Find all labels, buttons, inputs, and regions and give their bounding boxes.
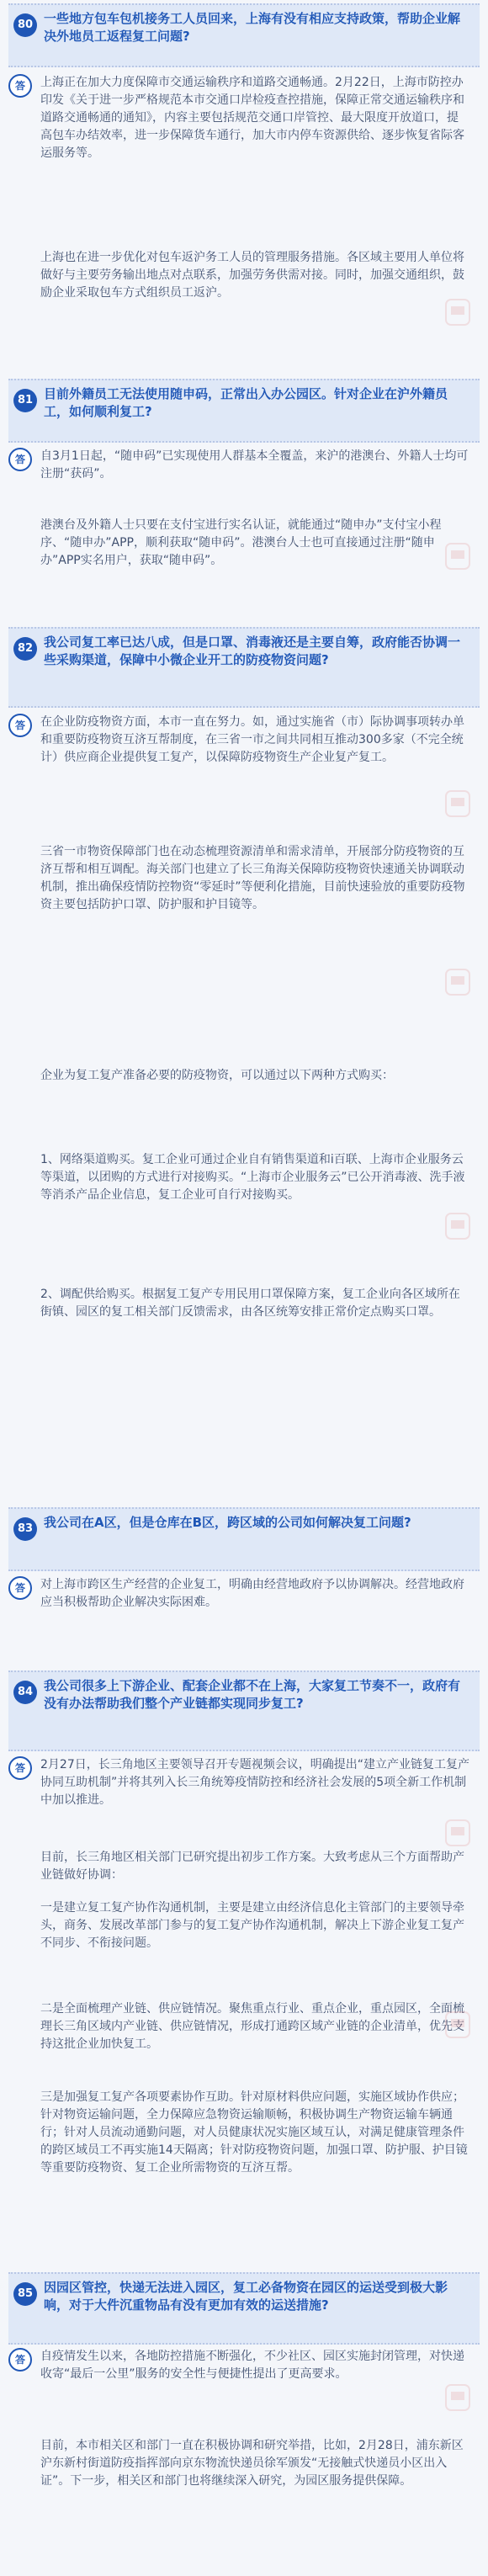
answer-paragraph: 上海也在进一步优化对包车返沪务工人员的管理服务措施。各区域主要用人单位将做好与主要劳务输出地点对点联系，加强劳务供需对接。同时，加强交通组织，鼓励企业采取包车方式组织员工返沪。 — [40, 251, 464, 300]
watermark-icon — [443, 296, 473, 328]
answer-marker-icon: 答 — [8, 74, 32, 98]
answer-paragraph: 对上海市跨区生产经营的企业复工，明确由经营地政府予以协调解决。经营地政府应当积极帮助企业解决实际困难。 — [40, 1578, 464, 1609]
answer-paragraph: 上海正在加大力度保障市交通运输秩序和道路交通畅通。2月22日，上海市防控办印发《关于进一步严格规范本市交通口岸检疫查控措施，保障正常交通运输秩序和道路交通畅通的通知》，内容主要包括规范交通口岸管控、最大限度开放道口，提高包车办结效率，进一步保障货车通行，加大市内停车资源供给、逐步恢复省际客运服务等。 — [40, 76, 464, 160]
watermark-icon — [443, 2382, 473, 2414]
question-number: 83 — [13, 1517, 37, 1541]
answer-80 — [0, 74, 488, 367]
answer-81 — [0, 448, 488, 624]
answer-marker-icon: 答 — [8, 714, 32, 737]
answer-paragraph: 目前，本市相关区和部门一直在积极协调和研究举措，比如，2月28日，浦东新区沪东新村街道防疫指挥部向京东物流快递员徐军颁发“无接触式快递员小区出入证”。下一步，相关区和部门也将继续深入研究，为园区服务提供保障。 — [40, 2439, 464, 2488]
answer-marker-icon: 答 — [8, 1756, 32, 1780]
question-text: 目前外籍员工无法使用随申码，正常出入办公园区。针对企业在沪外籍员工，如何顺利复工? — [44, 386, 448, 419]
answer-paragraph: 三是加强复工复产各项要素协作互助。针对原材料供应问题，实施区域协作供应；针对物资运输问题，全力保障应急物资运输顺畅，积极协调生产物资运输车辆通行；针对人员流动通勤问题，对人员健康状况实施区域互认，对满足健康管理条件的跨区域员工不再实施14天隔离；针对防疫物资问题，加强口罩、防护服、护目镜等重要防疫物资、复工企业所需物资的互济互帮。 — [40, 2090, 468, 2175]
answer-82 — [0, 714, 488, 1513]
answer-paragraph: 企业为复工复产准备必要的防疫物资，可以通过以下两种方式购买： — [40, 1069, 394, 1082]
answer-paragraph: 2、调配供给购买。根据复工复产专用民用口罩保障方案，复工企业向各区域所在街镇、园区的复工相关部门反馈需求，由各区统筹安排正常价定点购买口罩。 — [40, 1288, 460, 1319]
question-number: 82 — [13, 637, 37, 661]
answer-marker-icon: 答 — [8, 2348, 32, 2372]
question-85 — [8, 2272, 480, 2345]
question-84 — [8, 1670, 480, 1751]
answer-paragraph: 港澳台及外籍人士只要在支付宝进行实名认证，就能通过“随申办”支付宝小程序、“随申办”APP，顺利获取“随申码”。港澳台人士也可直接通过注册“随申办”APP实名用户，获取“随申码”。 — [40, 518, 442, 567]
question-number: 81 — [13, 389, 37, 412]
answer-paragraph: 2月27日，长三角地区主要领导召开专题视频会议，明确提出“建立产业链复工复产协同互助机制”并将其列入长三角统筹疫情防控和经济社会发展的5项全新工作机制中加以推进。 — [40, 1758, 469, 1807]
answer-paragraph: 一是建立复工复产协作沟通机制，主要是建立由经济信息化主管部门的主要领导牵头，商务、发展改革部门参与的复工复产协作沟通机制，解决上下游企业复工复产不同步、不衔接问题。 — [40, 1901, 464, 1950]
question-number: 84 — [13, 1681, 37, 1704]
answer-paragraph: 二是全面梳理产业链、供应链情况。聚焦重点行业、重点企业，重点园区，全面梳理长三角区域内产业链、供应链情况，形成打通跨区域产业链的企业清单，优先支持这批企业加快复工。 — [40, 2002, 464, 2051]
answer-paragraph: 自疫情发生以来，各地防控措施不断强化，不少社区、园区实施封闭管理，对快递收寄“最后一公里”服务的安全性与便捷性提出了更高要求。 — [40, 2350, 464, 2381]
question-text: 我公司在A区，但是仓库在B区，跨区域的公司如何解决复工问题? — [44, 1515, 411, 1530]
answer-83 — [0, 1576, 488, 1669]
watermark-icon — [443, 1817, 473, 1849]
question-number: 80 — [13, 13, 37, 37]
answer-paragraph: 1、网络渠道购买。复工企业可通过企业自有销售渠道和i百联、上海市企业服务云等渠道，以团购的方式进行对接购买。“上海市企业服务云”已公开消毒液、洗手液等消杀产品企业信息，复工企业可自行对接购买。 — [40, 1153, 465, 1202]
question-number: 85 — [13, 2282, 37, 2306]
question-83 — [8, 1507, 480, 1571]
watermark-icon — [443, 966, 473, 998]
answer-85 — [0, 2348, 488, 2575]
question-text: 因园区管控，快递无法进入园区，复工必备物资在园区的运送受到极大影响，对于大件沉重物品有没有更加有效的运送措施? — [44, 2280, 448, 2313]
answer-paragraph: 目前，长三角地区相关部门已研究提出初步工作方案。大致考虑从三个方面帮助产业链做好协调： — [40, 1851, 464, 1882]
watermark-icon — [443, 2009, 473, 2041]
question-text: 一些地方包车包机接务工人员回来，上海有没有相应支持政策，帮助企业解决外地员工返程复工问题? — [44, 11, 461, 44]
answer-marker-icon: 答 — [8, 448, 32, 471]
question-text: 我公司很多上下游企业、配套企业都不在上海，大家复工节奏不一，政府有没有办法帮助我们整个产业链都实现同步复工? — [44, 1678, 461, 1711]
watermark-icon — [443, 540, 473, 572]
answer-paragraph: 自3月1日起，“随申码”已实现使用人群基本全覆盖，来沪的港澳台、外籍人士均可注册“获码”。 — [40, 449, 469, 481]
answer-84 — [0, 1756, 488, 2276]
watermark-icon — [443, 788, 473, 820]
question-82 — [8, 627, 480, 708]
question-81 — [8, 379, 480, 443]
answer-marker-icon: 答 — [8, 1576, 32, 1600]
question-80 — [8, 3, 480, 67]
answer-paragraph: 三省一市物资保障部门也在动态梳理资源清单和需求清单，开展部分防疫物资的互济互帮和相互调配。海关部门也建立了长三角海关保障防疫物资快速通关协调联动机制，推出确保疫情防控物资“零延时”等便利化措施，目前快速验放的重要防疫物资主要包括防护口罩、防护服和护目镜等。 — [40, 845, 465, 911]
watermark-icon — [443, 1210, 473, 1242]
answer-paragraph: 在企业防疫物资方面，本市一直在努力。如，通过实施省（市）际协调事项转办单和重要防疫物资互济互帮制度，在三省一市之间共同相互推动300多家（不完全统计）供应商企业提供复工复产，以保障防疫物资生产企业复产复工。 — [40, 715, 464, 764]
question-text: 我公司复工率已达八成，但是口罩、消毒液还是主要自筹，政府能否协调一些采购渠道，保障中小微企业开工的防疫物资问题? — [44, 635, 461, 667]
